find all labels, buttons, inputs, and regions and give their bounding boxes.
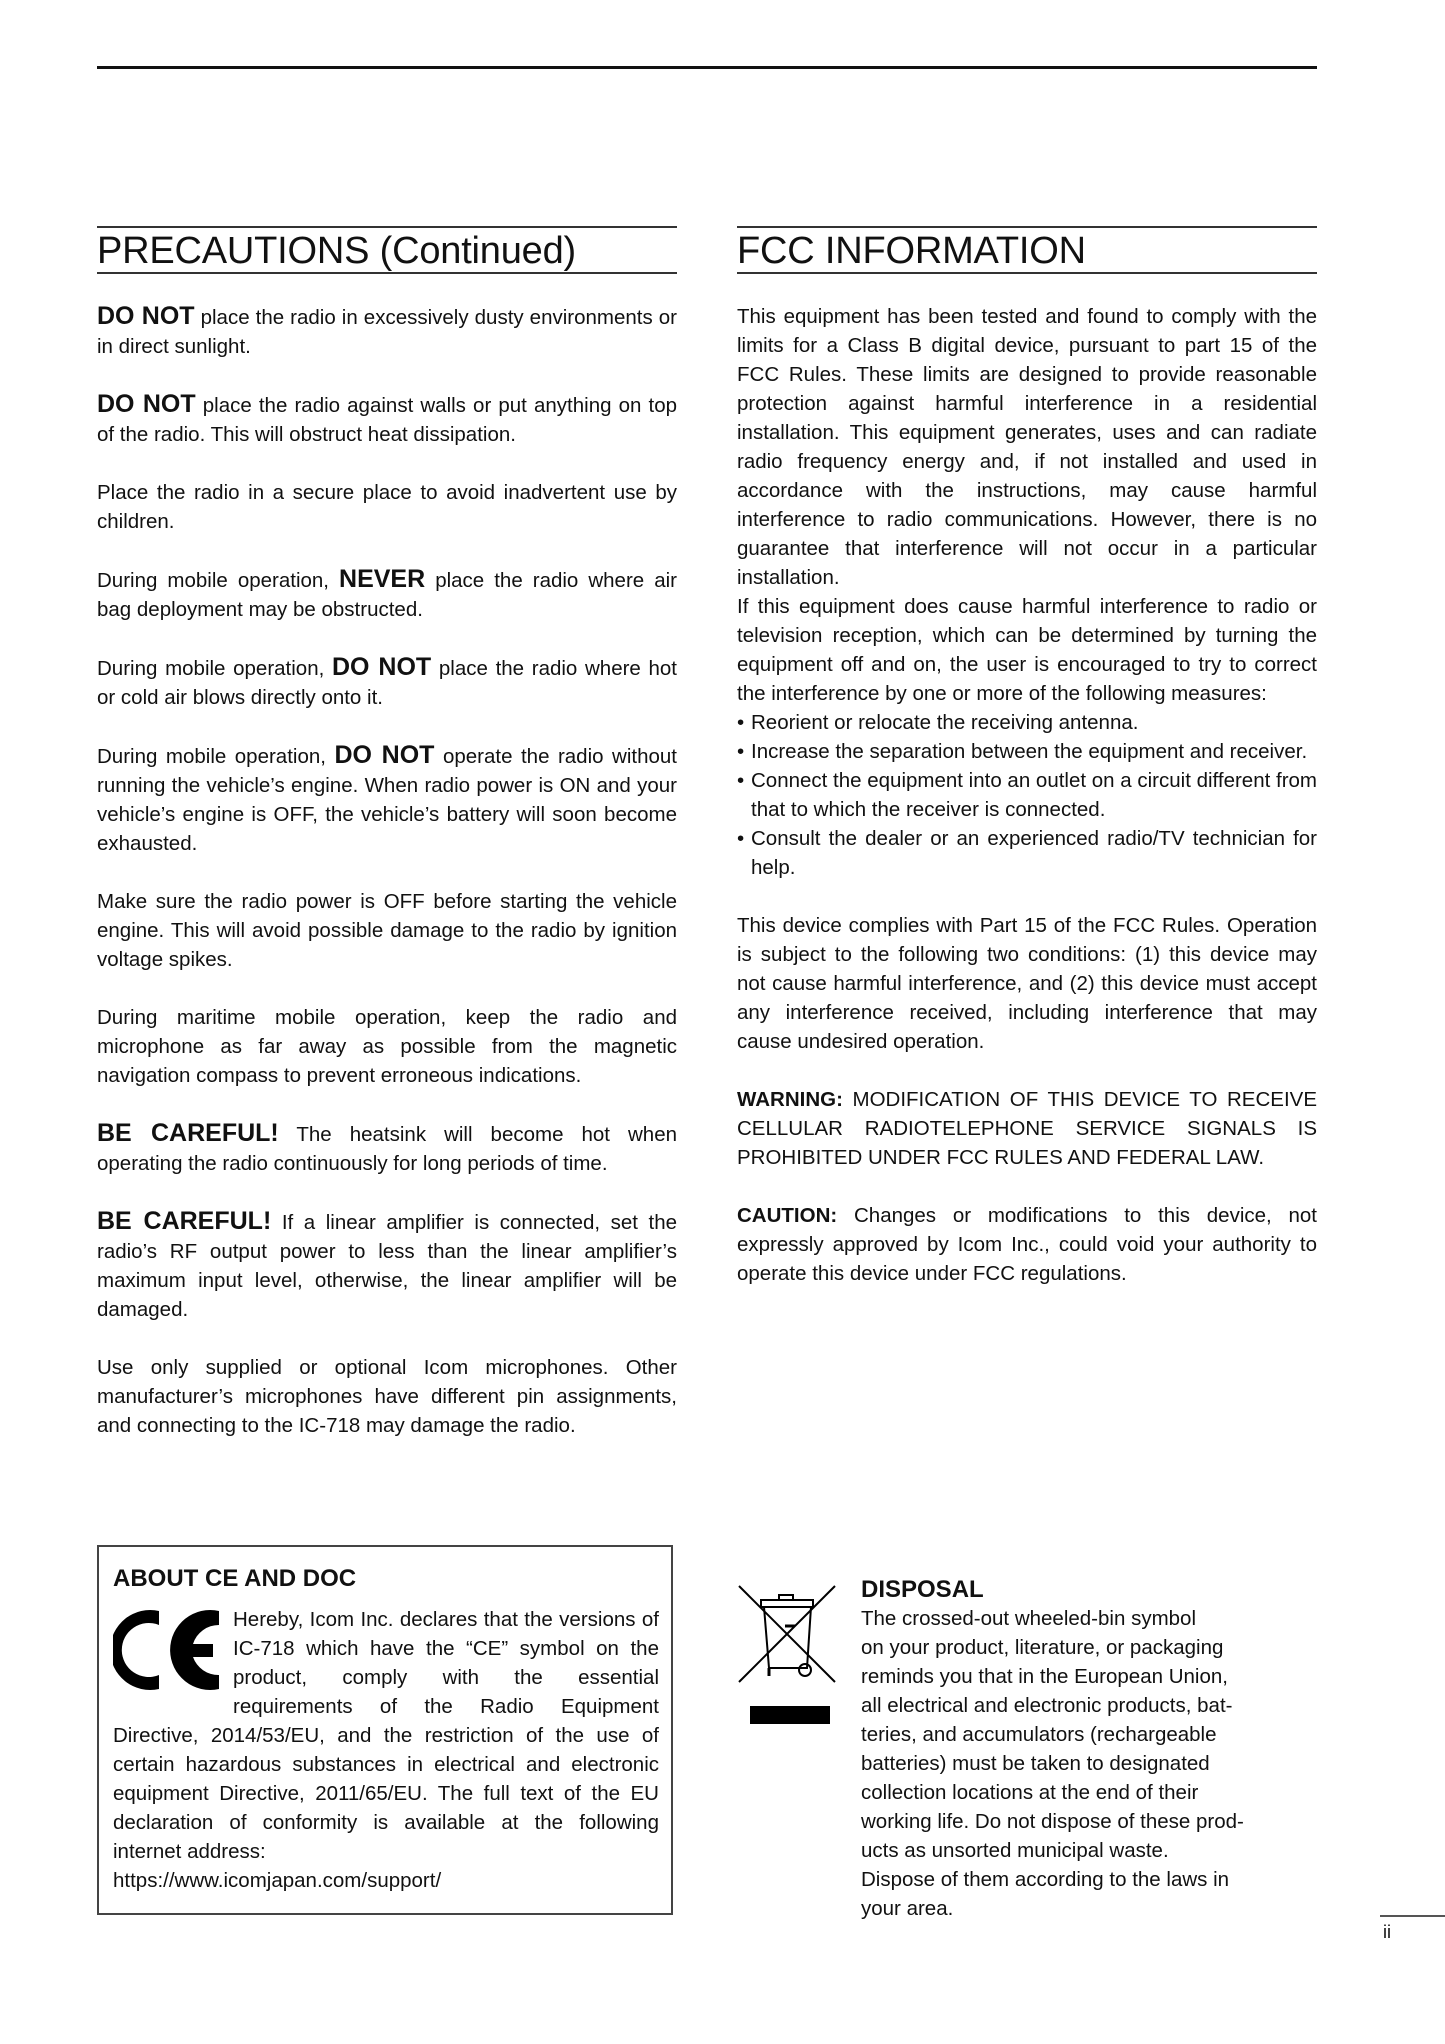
bin-underline-bar (750, 1706, 830, 1724)
precaution-item: BE CAREFUL! The heatsink will become hot when operating the radio continuously for long periods of time. (97, 1119, 677, 1175)
ce-declaration (113, 1605, 659, 1895)
ce-support-url[interactable]: https://www.icomjapan.com/support/ (113, 1869, 442, 1892)
precaution-item: Make sure the radio power is OFF before starting the vehicle engine. This will avoid possible damage to the radio by ignition voltage spikes. (97, 890, 677, 971)
list-item: • Increase the separation between the equipment and receiver. (737, 737, 1317, 766)
ce-declaration-text: Hereby, Icom Inc. declares that the versions of IC-718 which have the “CE” symbol on the product, comply with the essential requirements of the Radio Equipment Directive, 2014/53/EU, and the restriction of the use of certain hazardous substances in electrical and electronic equipment Directive, 2011/65/EU. The full text of the EU declaration of conformity is available at the following internet address: (113, 1608, 659, 1863)
bullet-icon: • (737, 740, 745, 763)
fcc-measures-list (737, 708, 1317, 882)
about-ce-doc-box (97, 1545, 673, 1915)
list-item: • Connect the equipment into an outlet on a circuit different from that to which the receiver is connected. (737, 766, 1317, 824)
bullet-icon: • (737, 769, 745, 792)
precaution-item: During maritime mobile operation, keep the radio and microphone as far away as possible from the magnetic navigation compass to prevent erroneous indications. (97, 1006, 677, 1087)
warning-keyword: BE CAREFUL! (97, 1207, 272, 1235)
list-item: • Reorient or relocate the receiving antenna. (737, 708, 1317, 737)
fcc-column (737, 226, 1317, 1317)
precaution-item: BE CAREFUL! If a linear amplifier is connected, set the radio’s RF output power to less than the linear amplifier’s maximum input level, otherwise, the linear amplifier will be damaged. (97, 1207, 677, 1321)
warning-keyword: DO NOT (97, 390, 196, 418)
page-number-rule (1380, 1915, 1445, 1917)
page-number: ii (1383, 1922, 1391, 1942)
precaution-item: DO NOT place the radio against walls or put anything on top of the radio. This will obstruct heat dissipation. (97, 390, 678, 446)
ce-box-title: ABOUT CE AND DOC (113, 1565, 357, 1592)
fcc-header (737, 226, 1317, 274)
caution-label: CAUTION: (737, 1204, 838, 1227)
fcc-caution: CAUTION: Changes or modifications to this device, not expressly approved by Icom Inc., could void your authority to operate this device under FCC regulations. (737, 1204, 1317, 1285)
precautions-column (97, 226, 677, 1440)
fcc-warning: WARNING: MODIFICATION OF THIS DEVICE TO RECEIVE CELLULAR RADIOTELEPHONE SERVICE SIGNALS IS PROHIBITED UNDER FCC RULES AND FEDERAL LAW. (737, 1088, 1317, 1169)
warning-keyword: DO NOT (332, 653, 432, 681)
warning-keyword: NEVER (339, 565, 426, 593)
warning-label: WARNING: (737, 1088, 843, 1111)
precaution-item: DO NOT place the radio in excessively dusty environments or in direct sunlight. (97, 302, 677, 358)
warning-keyword: BE CAREFUL! (97, 1119, 279, 1147)
precaution-item: During mobile operation, NEVER place the radio where air bag deployment may be obstructed. (97, 565, 677, 621)
warning-keyword: DO NOT (97, 302, 195, 330)
fcc-intro: This equipment has been tested and found to comply with the limits for a Class B digital device, pursuant to part 15 of the FCC Rules. These limits are designed to provide reasonable protection against harmful interference in a residential installation. This equipment generates, uses and can radiate radio frequency energy and, if not installed and used in accordance with the instructions, may cause harmful interference to radio communications. However, there is no guarantee that interference will not occur in a particular installation. (737, 305, 1317, 589)
disposal-title: DISPOSAL (861, 1576, 984, 1603)
precautions-title: PRECAUTIONS (Continued) (97, 230, 576, 272)
fcc-intro-2: If this equipment does cause harmful interference to radio or television reception, which can be determined by turning the equipment off and on, the user is encouraged to try to correct the interference by one or more of the following measures: (737, 595, 1317, 705)
precaution-item: Place the radio in a secure place to avoid inadvertent use by children. (97, 481, 677, 533)
bullet-icon: • (737, 711, 745, 734)
fcc-title: FCC INFORMATION (737, 230, 1086, 272)
precaution-item: Use only supplied or optional Icom microphones. Other manufacturer’s microphones have different pin assignments, and connecting to the IC-718 may damage the radio. (97, 1356, 677, 1437)
bullet-icon: • (737, 827, 745, 850)
precaution-item: During mobile operation, DO NOT place the radio where hot or cold air blows directly onto it. (97, 653, 678, 709)
top-rule (97, 66, 1317, 69)
precaution-item: During mobile operation, DO NOT operate the radio without running the vehicle’s engine. When radio power is ON and your vehicle’s engine is OFF, the vehicle’s battery will soon become exhausted. (97, 741, 677, 855)
warning-keyword: DO NOT (334, 741, 435, 769)
crossed-out-wheeled-bin-icon (737, 1584, 837, 1684)
precautions-header (97, 226, 677, 274)
disposal-text: The crossed-out wheeled-bin symbol on your product, literature, or packaging reminds you that in the European Union, all electrical and electronic products, bat- teries, and accumulators (rechargeable batteries) must be taken to designated collection locations at the end of their working life. Do not dispose of these prod- ucts as unsorted municipal waste. Dispose of them according to the laws in your area. (861, 1607, 1244, 1920)
fcc-compliance: This device complies with Part 15 of the FCC Rules. Operation is subject to the following two conditions: (1) this device may not cause harmful interference, and (2) this device must accept any interference received, including interference that may cause undesired operation. (737, 914, 1317, 1053)
list-item: • Consult the dealer or an experienced radio/TV technician for help. (737, 824, 1317, 882)
